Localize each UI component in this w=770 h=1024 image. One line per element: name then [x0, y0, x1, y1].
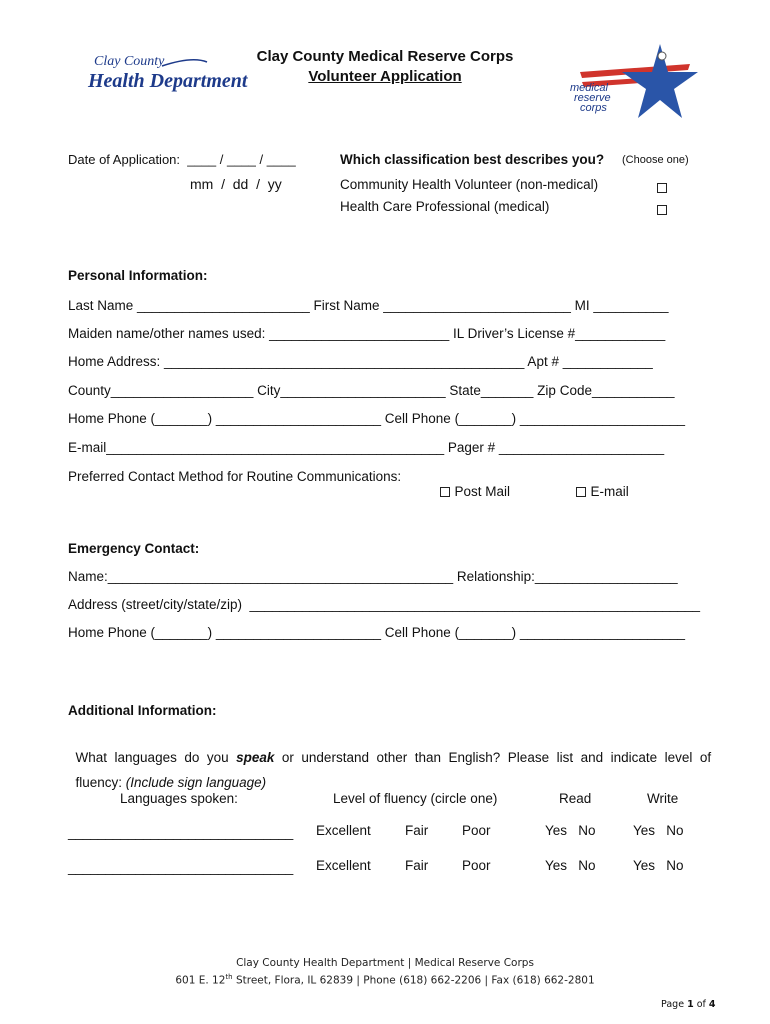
fluency-fair[interactable]: Fair — [405, 858, 429, 873]
page-label: of — [693, 999, 709, 1010]
question-text: fluency: — [75, 775, 126, 790]
post-mail-option[interactable] — [432, 469, 510, 499]
read-yes-no[interactable]: Yes No — [545, 858, 596, 873]
footer-line2 — [0, 973, 770, 987]
languages-question-line2 — [68, 760, 266, 790]
classification-checkbox[interactable] — [657, 201, 672, 217]
col-header-languages: Languages spoken: — [120, 791, 238, 806]
email-pager-line[interactable]: E-mail_____________________________________________ Pager # ______________________ — [68, 440, 665, 455]
classification-checkbox[interactable] — [657, 179, 672, 195]
fluency-excellent[interactable]: Excellent — [316, 858, 371, 873]
footer-address: 601 E. 12 — [175, 974, 226, 987]
mrc-logo — [570, 42, 710, 122]
emergency-address-line[interactable]: Address (street/city/state/zip) ____________________________________________________________ — [68, 597, 701, 612]
read-yes-no[interactable]: Yes No — [545, 823, 596, 838]
question-text: or understand other than English? Please list and indicate level of — [274, 750, 712, 765]
county-city-state-zip-line[interactable]: County___________________ City______________________ State_______ Zip Code___________ — [68, 383, 675, 398]
email-checkbox[interactable] — [576, 487, 586, 497]
additional-info-heading: Additional Information: — [68, 703, 217, 718]
logo-left-line2: Health Department — [88, 70, 248, 92]
fluency-poor[interactable]: Poor — [462, 823, 491, 838]
mrc-logo-line2: reserve — [574, 92, 611, 104]
classification-option-label: Health Care Professional (medical) — [340, 199, 550, 214]
write-yes-no[interactable]: Yes No — [633, 858, 684, 873]
question-text: What languages do you — [75, 750, 237, 765]
language-blank[interactable]: ______________________________ — [68, 860, 294, 875]
classification-question: Which classification best describes you? — [340, 152, 605, 167]
footer-superscript: th — [225, 973, 233, 981]
page-number — [655, 988, 716, 1010]
col-header-read: Read — [559, 791, 592, 806]
language-blank[interactable]: ______________________________ — [68, 825, 294, 840]
phone-line[interactable]: Home Phone (_______) ______________________ Cell Phone (_______) ______________________ — [68, 411, 686, 426]
post-mail-checkbox[interactable] — [440, 487, 450, 497]
write-yes-no[interactable]: Yes No — [633, 823, 684, 838]
emergency-phone-line[interactable]: Home Phone (_______) ______________________ Cell Phone (_______) ______________________ — [68, 625, 686, 640]
form-title: Clay County Medical Reserve Corps — [256, 48, 514, 65]
home-address-line[interactable]: Home Address: ________________________________________________ Apt # ____________ — [68, 354, 653, 369]
mrc-logo-line3: corps — [580, 102, 607, 114]
mrc-logo-line1: medical — [570, 82, 608, 94]
date-format-hint: mm / dd / yy — [190, 176, 282, 192]
emergency-contact-heading: Emergency Contact: — [68, 541, 200, 556]
footer-line1: Clay County Health Department | Medical Reserve Corps — [236, 957, 534, 969]
col-header-fluency: Level of fluency (circle one) — [333, 791, 498, 806]
email-label: E-mail — [590, 484, 629, 499]
col-header-write: Write — [647, 791, 679, 806]
name-fields-line[interactable]: Last Name _______________________ First Name _________________________ MI __________ — [68, 298, 669, 313]
form-subtitle: Volunteer Application — [308, 68, 462, 85]
post-mail-label: Post Mail — [454, 484, 511, 499]
logo-left-line1: Clay County — [94, 54, 165, 69]
choose-one-hint: (Choose one) — [622, 154, 689, 166]
fluency-poor[interactable]: Poor — [462, 858, 491, 873]
question-note: (Include sign language) — [125, 775, 267, 790]
application-date-field[interactable]: Date of Application: ____ / ____ / ____ — [68, 152, 296, 167]
question-emphasis: speak — [236, 750, 275, 765]
fluency-excellent[interactable]: Excellent — [316, 823, 371, 838]
classification-option-label: Community Health Volunteer (non-medical) — [340, 177, 599, 192]
emergency-name-line[interactable]: Name:______________________________________________ Relationship:___________________ — [68, 569, 678, 584]
page-total: 4 — [708, 999, 716, 1010]
personal-info-heading: Personal Information: — [68, 268, 208, 283]
email-option[interactable] — [568, 469, 629, 499]
fluency-fair[interactable]: Fair — [405, 823, 429, 838]
maiden-name-license-line[interactable]: Maiden name/other names used: ________________________ IL Driver’s License #____________ — [68, 326, 666, 341]
page-label: Page — [661, 999, 688, 1010]
page-current: 1 — [687, 999, 694, 1010]
contact-method-label: Preferred Contact Method for Routine Communications: — [68, 469, 402, 484]
footer-address: Street, Flora, IL 62839 | Phone (618) 662-2206 | Fax (618) 662-2801 — [232, 974, 595, 987]
